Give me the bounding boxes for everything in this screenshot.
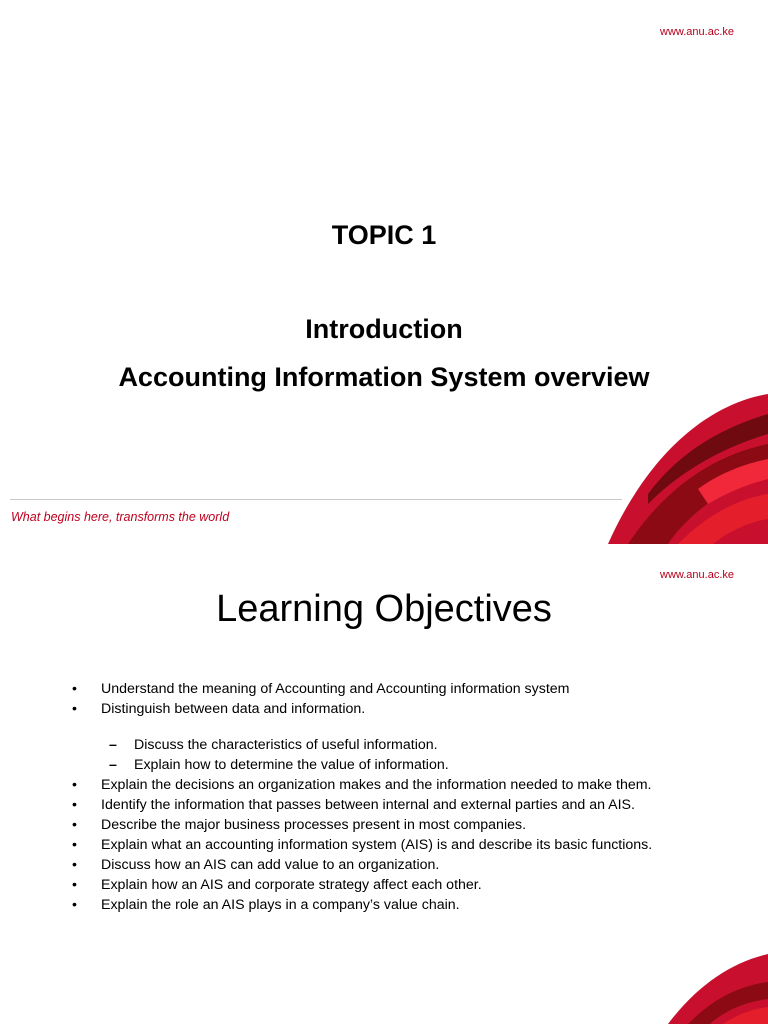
list-item: • Explain the decisions an organization makes and the information needed to make them. bbox=[72, 777, 652, 793]
slide-subtitle: Accounting Information System overview bbox=[118, 362, 650, 392]
tagline: What begins here, transforms the world bbox=[11, 510, 230, 524]
site-url[interactable]: www.anu.ac.ke bbox=[660, 26, 734, 38]
red-wave-decoration-icon bbox=[668, 954, 768, 1024]
list-item: • Explain what an accounting information system (AIS) is and describe its basic functions. bbox=[72, 837, 653, 853]
list-item: • Identify the information that passes between internal and external parties and an AIS. bbox=[72, 797, 635, 813]
list-item: • Understand the meaning of Accounting and Accounting information system bbox=[72, 681, 570, 697]
objectives-slide bbox=[0, 544, 768, 1024]
objectives-list bbox=[70, 682, 720, 913]
list-item: • Describe the major business processes present in most companies. bbox=[72, 817, 527, 833]
site-url[interactable]: www.anu.ac.ke bbox=[660, 569, 734, 581]
list-item: • Distinguish between data and information. bbox=[72, 701, 366, 717]
list-item: – Explain how to determine the value of information. bbox=[109, 757, 449, 773]
topic-heading: TOPIC 1 bbox=[331, 220, 437, 250]
list-item: • Explain the role an AIS plays in a company’s value chain. bbox=[72, 897, 460, 913]
intro-heading: Introduction bbox=[305, 314, 463, 344]
list-item: • Explain how an AIS and corporate strategy affect each other. bbox=[72, 877, 482, 893]
slide-title: Learning Objectives bbox=[216, 588, 552, 630]
divider-line bbox=[10, 499, 622, 500]
red-wave-decoration-icon bbox=[608, 394, 768, 544]
list-item: • Discuss how an AIS can add value to an organization. bbox=[72, 857, 440, 873]
list-item: – Discuss the characteristics of useful information. bbox=[109, 737, 438, 753]
